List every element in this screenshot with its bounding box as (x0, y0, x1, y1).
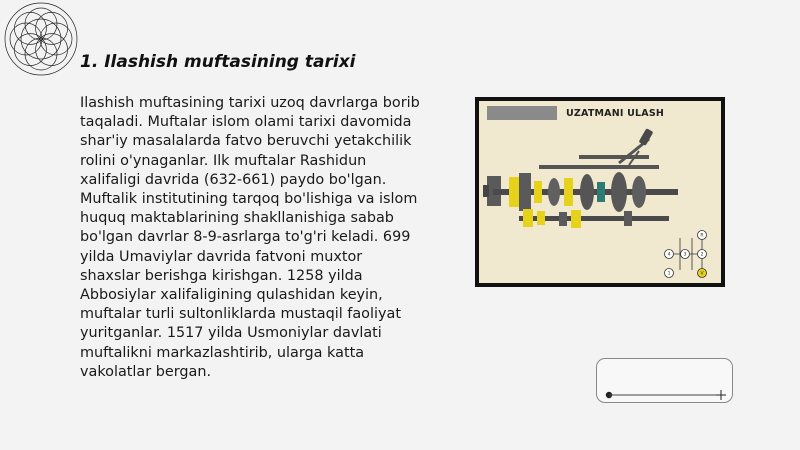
shift-label-3: 3 (683, 252, 687, 258)
shift-label-v: V (700, 271, 704, 277)
shift-label-r: R (700, 233, 704, 239)
figure-logo (487, 106, 557, 120)
plus-icon[interactable] (716, 390, 726, 400)
slide-body-text: Ilashish muftasining tarixi uzoq davrlarga borib taqaladi. Muftalar islom olami tarixi davomida shar'iy masalalarda fatvo beruvchi yetakchilik rolini o'ynaganlar. Ilk muftalar Rashidun xalifaligi davrida (632-661) paydo bo'lgan. Muftalik institutining tarqoq bo'lishiga va islom huquq maktablarining shakllanishiga sabab bo'lgan davrlar 8-9-asrlarga to'g'ri keladi. 699 yilda Umaviylar davrida fatvoni muxtor shaxslar berishga kirishgan. 1258 yilda Abbosiylar xalifaligining qulashidan keyin, muftalar turli sultonliklarda mustaqil faoliyat yuritganlar. 1517 yilda Usmoniylar davlati muftalikni markazlashtirib, ularga katta vakolatlar bergan. (80, 95, 420, 380)
shift-label-2: 2 (700, 252, 704, 258)
slide-title: 1. Ilashish muftasining tarixi (80, 52, 356, 72)
gearbox-figure-canvas (479, 101, 721, 283)
decorative-rosette-icon (4, 2, 78, 76)
shift-label-1: 1 (667, 271, 671, 277)
media-player-control[interactable] (596, 358, 733, 403)
gearbox-figure (475, 97, 725, 287)
gearbox-drawing (479, 101, 721, 283)
shift-label-4: 4 (667, 252, 671, 258)
figure-title: UZATMANI ULASH (566, 108, 665, 119)
